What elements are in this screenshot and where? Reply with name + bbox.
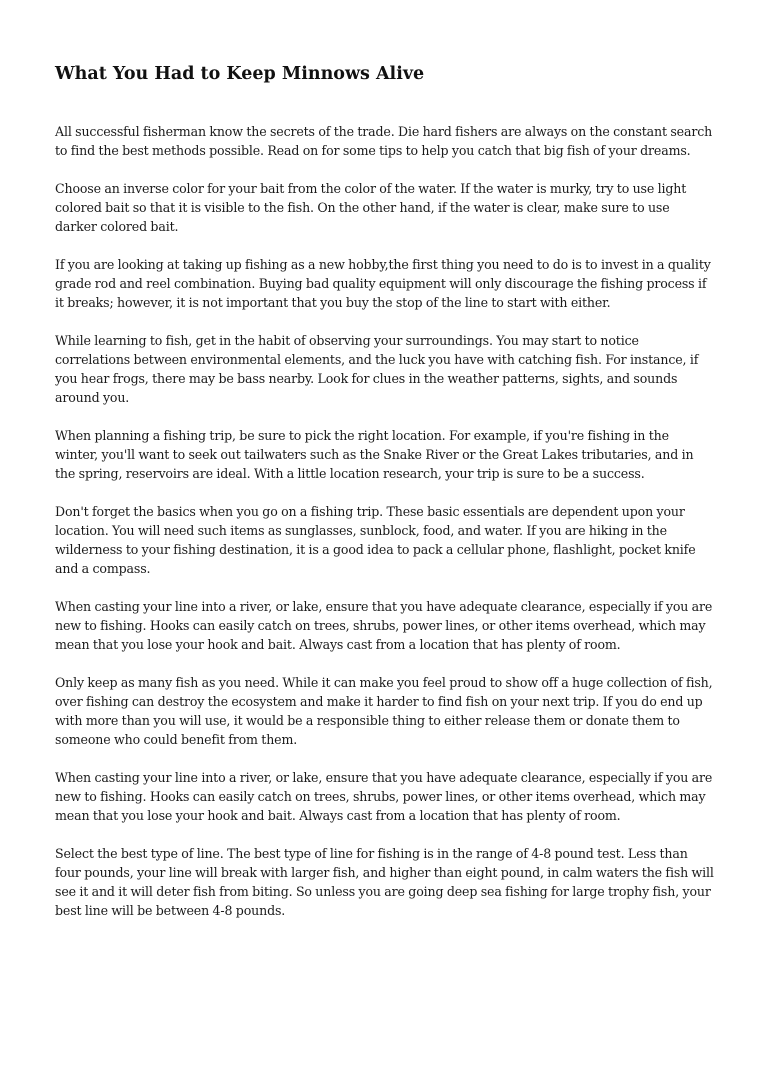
paragraph: While learning to fish, get in the habit of observing your surroundings. You may start to notice correlations between environmental elements, and the luck you have with catching fish. For instance, if you hear frogs, there may be bass nearby. Look for clues in the weather patterns, sights, and sounds around you. <box>55 333 699 405</box>
paragraph: All successful fisherman know the secrets of the trade. Die hard fishers are always on the constant search to find the best methods possible. Read on for some tips to help you catch that big fish of your dreams. <box>55 124 713 158</box>
paragraph: Don't forget the basics when you go on a fishing trip. These basic essentials are dependent upon your location. You will need such items as sunglasses, sunblock, food, and water. If you are hiking in the wilderness to your fishing destination, it is a good idea to pack a cellular phone, flashlight, pocket knife and a compass. <box>55 504 696 576</box>
document-title: What You Had to Keep Minnows Alive <box>55 64 425 84</box>
paragraph: If you are looking at taking up fishing as a new hobby,the first thing you need to do is to invest in a quality grade rod and reel combination. Buying bad quality equipment will only discourage the fishing process if it breaks; however, it is not important that you buy the stop of the line to start with either. <box>55 257 711 310</box>
paragraph: When casting your line into a river, or lake, ensure that you have adequate clearance, especially if you are new to fishing. Hooks can easily catch on trees, shrubs, power lines, or other items overhead, which may mean that you lose your hook and bait. Always cast from a location that has plenty of room. <box>55 770 713 823</box>
document-body <box>55 122 714 920</box>
paragraph: Only keep as many fish as you need. While it can make you feel proud to show off a huge collection of fish, over fishing can destroy the ecosystem and make it harder to find fish on your next trip. If you do end up with more than you will use, it would be a responsible thing to either release them or donate them to someone who could benefit from them. <box>55 675 713 747</box>
paragraph: Select the best type of line. The best type of line for fishing is in the range of 4-8 pound test. Less than four pounds, your line will break with larger fish, and higher than eight pound, in calm waters the fish will see it and it will deter fish from biting. So unless you are going deep sea fishing for large trophy fish, your best line will be between 4-8 pounds. <box>55 846 714 918</box>
paragraph: When casting your line into a river, or lake, ensure that you have adequate clearance, especially if you are new to fishing. Hooks can easily catch on trees, shrubs, power lines, or other items overhead, which may mean that you lose your hook and bait. Always cast from a location that has plenty of room. <box>55 599 713 652</box>
paragraph: When planning a fishing trip, be sure to pick the right location. For example, if you're fishing in the winter, you'll want to seek out tailwaters such as the Snake River or the Great Lakes tributaries, and in the spring, reservoirs are ideal. With a little location research, your trip is sure to be a success. <box>55 428 694 481</box>
paragraph: Choose an inverse color for your bait from the color of the water. If the water is murky, try to use light colored bait so that it is visible to the fish. On the other hand, if the water is clear, make sure to use darker colored bait. <box>55 181 687 234</box>
